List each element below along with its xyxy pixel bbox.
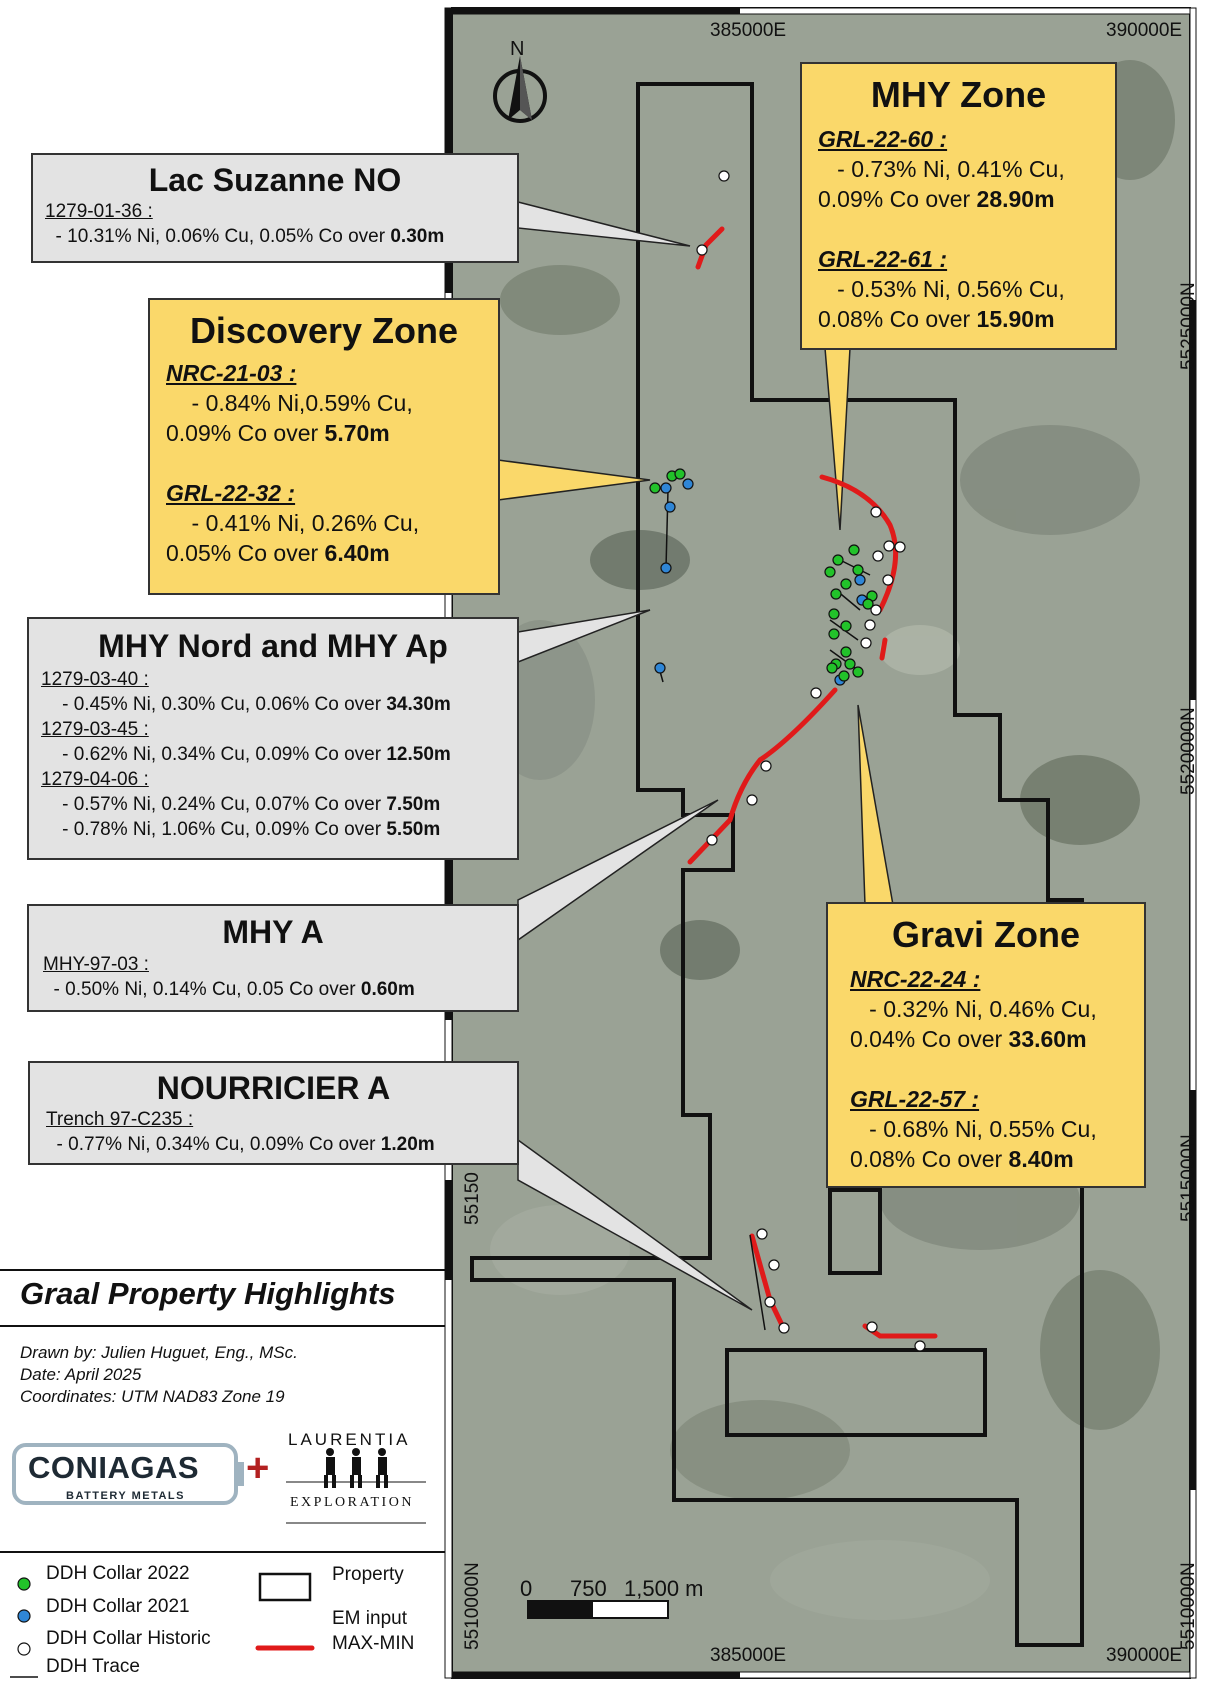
scale-label-750: 750: [570, 1576, 607, 1601]
coord-right-2: 5520000N: [1178, 707, 1199, 795]
hole-id: 1279-01-36 :: [45, 201, 153, 222]
grade-line: - 10.31% Ni, 0.06% Cu, 0.05% Co over 0.30m: [45, 226, 445, 247]
grade-line: - 0.41% Ni, 0.26% Cu,: [166, 510, 420, 536]
laurentia-logo-text: LAURENTIA: [288, 1430, 411, 1449]
legend-ddh-2022: DDH Collar 2022: [46, 1563, 190, 1584]
scale-label-1500: 1,500 m: [624, 1576, 704, 1601]
hole-id: 1279-04-06 :: [41, 769, 149, 790]
scale-bar: [528, 1601, 668, 1618]
callout-mhy-a: [27, 904, 519, 1012]
legend-ddh-trace: DDH Trace: [46, 1656, 140, 1677]
legend-em-maxmin: MAX-MIN: [332, 1633, 415, 1654]
legend-historic-icon: [18, 1643, 30, 1655]
coniagas-logo-subtext: BATTERY METALS: [66, 1490, 185, 1502]
grade-line: - 0.78% Ni, 1.06% Cu, 0.09% Co over 5.50m: [41, 819, 441, 840]
hole-id: NRC-22-24 :: [850, 966, 981, 992]
coord-right-1: 5525000N: [1178, 282, 1199, 370]
legend-2022-icon: [18, 1578, 30, 1590]
coord-bottom-right: 390000E: [1106, 1645, 1183, 1666]
grade-line: - 0.45% Ni, 0.30% Cu, 0.06% Co over 34.30m: [41, 694, 451, 715]
plus-sign: +: [246, 1446, 270, 1490]
grade-line: - 0.84% Ni,0.59% Cu,: [166, 390, 413, 416]
grade-line: 0.09% Co over 28.90m: [818, 186, 1055, 212]
coordinate-system: Coordinates: UTM NAD83 Zone 19: [20, 1387, 285, 1406]
callout-discovery-zone: [148, 298, 500, 595]
callout-lac-suzanne: [31, 153, 519, 263]
legend-ddh-historic: DDH Collar Historic: [46, 1628, 211, 1649]
hole-id: NRC-21-03 :: [166, 360, 297, 386]
callout-title: MHY Nord and MHY Ap: [98, 628, 448, 664]
grade-line: - 0.73% Ni, 0.41% Cu,: [818, 156, 1065, 182]
grade-line: - 0.50% Ni, 0.14% Cu, 0.05 Co over 0.60m: [43, 979, 415, 1000]
hole-id: GRL-22-57 :: [850, 1086, 980, 1112]
callout-mhy-zone: [800, 62, 1117, 350]
coord-right-3: 5515000N: [1178, 1134, 1199, 1222]
coord-top-left: 385000E: [710, 20, 787, 41]
coord-right-4: 5510000N: [1178, 1562, 1199, 1650]
legend-property: Property: [332, 1564, 404, 1585]
legend-ddh-2021: DDH Collar 2021: [46, 1596, 190, 1617]
north-label: N: [510, 38, 525, 60]
grade-line: - 0.68% Ni, 0.55% Cu,: [850, 1116, 1097, 1142]
hole-id: Trench 97-C235 :: [46, 1109, 194, 1130]
coord-left-2: 5510000N: [462, 1562, 483, 1650]
callout-title: Discovery Zone: [189, 310, 459, 351]
callout-gravi-zone: [826, 902, 1146, 1188]
hole-id: MHY-97-03 :: [43, 954, 149, 975]
hole-id: 1279-03-45 :: [41, 719, 149, 740]
hole-id: 1279-03-40 :: [41, 669, 149, 690]
map-title: Graal Property Highlights: [20, 1276, 396, 1311]
grade-line: 0.09% Co over 5.70m: [166, 420, 390, 446]
grade-line: - 0.32% Ni, 0.46% Cu,: [850, 996, 1097, 1022]
scale-label-0: 0: [520, 1576, 533, 1601]
hole-id: GRL-22-61 :: [818, 246, 948, 272]
callout-mhy-nord: [27, 617, 519, 860]
grade-line: 0.08% Co over 8.40m: [850, 1146, 1074, 1172]
drawn-by: Drawn by: Julien Huguet, Eng., MSc.: [20, 1343, 298, 1362]
coord-bottom-left: 385000E: [710, 1645, 787, 1666]
date-label: Date: April 2025: [20, 1365, 142, 1384]
callout-title: Lac Suzanne NO: [148, 162, 402, 198]
callout-nourricier-a: [28, 1061, 519, 1165]
grade-line: 0.08% Co over 15.90m: [818, 306, 1055, 332]
callout-title: Gravi Zone: [891, 914, 1081, 955]
grade-line: - 0.62% Ni, 0.34% Cu, 0.09% Co over 12.50m: [41, 744, 451, 765]
grade-line: - 0.53% Ni, 0.56% Cu,: [818, 276, 1065, 302]
laurentia-logo-subtext: EXPLORATION: [290, 1495, 414, 1510]
hole-id: GRL-22-60 :: [818, 126, 948, 152]
legend-em-input: EM input: [332, 1608, 407, 1629]
coord-left-1: 55150: [462, 1172, 483, 1225]
coord-top-right: 390000E: [1106, 20, 1183, 41]
grade-line: - 0.77% Ni, 0.34% Cu, 0.09% Co over 1.20m: [46, 1134, 435, 1155]
callout-title: MHY Zone: [870, 74, 1047, 115]
grade-line: 0.04% Co over 33.60m: [850, 1026, 1087, 1052]
callout-title: MHY A: [222, 914, 324, 950]
grade-line: 0.05% Co over 6.40m: [166, 540, 390, 566]
legend-2021-icon: [18, 1610, 30, 1622]
grade-line: - 0.57% Ni, 0.24% Cu, 0.07% Co over 7.50m: [41, 794, 441, 815]
callout-title: NOURRICIER A: [156, 1070, 391, 1106]
hole-id: GRL-22-32 :: [166, 480, 296, 506]
coniagas-logo-text: CONIAGAS: [28, 1450, 200, 1485]
